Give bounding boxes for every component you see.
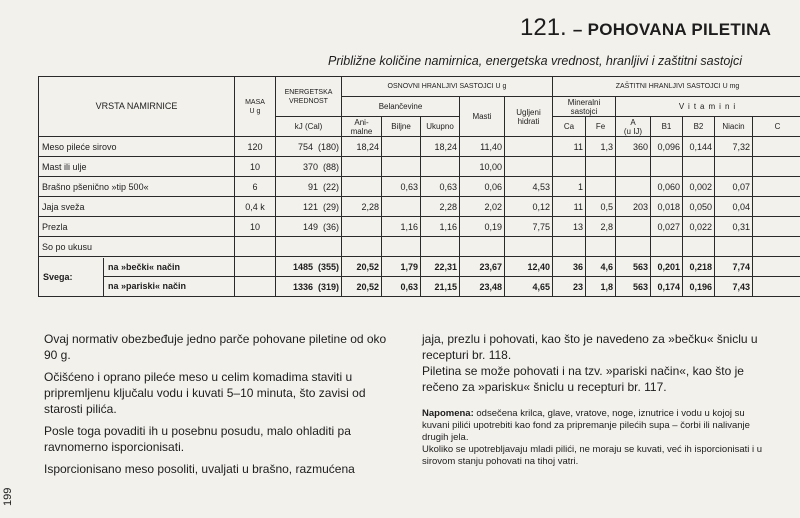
value-cell [715,157,753,177]
header-b1: B1 [651,117,683,137]
ingredient-name: Jaja sveža [39,197,235,217]
value-cell [616,217,651,237]
ingredient-name: Mast ili ulje [39,157,235,177]
value-cell: 1,3 [586,137,616,157]
value-cell [586,157,616,177]
value-cell: 0,06 [460,177,505,197]
mass-cell [235,237,276,257]
value-cell: 13 [553,217,586,237]
value-cell [753,217,800,237]
value-cell [753,277,800,297]
value-cell: 0,5 [586,197,616,217]
energy-cell: 91 (22) [276,177,342,197]
energy-cell: 149 (36) [276,217,342,237]
value-cell: 0,19 [460,217,505,237]
mass-cell: 10 [235,217,276,237]
value-cell: 1,8 [586,277,616,297]
header-vitamins: Vitamini [616,97,800,117]
mass-cell: 120 [235,137,276,157]
value-cell: 0,04 [715,197,753,217]
note-label: Napomena: [422,408,474,419]
value-cell: 0,31 [715,217,753,237]
value-cell: 7,43 [715,277,753,297]
header-a: A (u IJ) [616,117,651,137]
ingredient-name: Prezla [39,217,235,237]
value-cell: 7,74 [715,257,753,277]
table-row [39,217,800,237]
value-cell: 4,6 [586,257,616,277]
header-energy-units: kJ (Cal) [276,117,342,137]
value-cell: 203 [616,197,651,217]
value-cell [651,237,683,257]
value-cell: 563 [616,257,651,277]
value-cell: 2,28 [421,197,460,217]
page-number: 199 [2,488,14,506]
value-cell: 0,060 [651,177,683,197]
value-cell [616,157,651,177]
energy-cell: 754 (180) [276,137,342,157]
header-total: Ukupno [421,117,460,137]
paragraph: Isporcionisano meso posoliti, uvaljati u brašno, razmućena [44,461,396,477]
value-cell [753,197,800,217]
value-cell: 0,144 [683,137,715,157]
value-cell: 20,52 [342,257,382,277]
value-cell [505,157,553,177]
instructions-right [422,331,767,401]
nutrition-table [38,76,800,297]
value-cell: 0,022 [683,217,715,237]
table-row [39,197,800,217]
energy-cell: 121 (29) [276,197,342,217]
instructions-left [44,331,396,483]
table-row [39,137,800,157]
value-cell: 2,8 [586,217,616,237]
note-text-2: Ukoliko se upotrebljavaju mladi pilići, ne moraju se kuvati, već ih isporcionisati i u sirovom stanju pohovati na tihoj vatri. [422,444,767,468]
mass-cell: 10 [235,157,276,177]
value-cell [553,157,586,177]
note-text: odsečena krilca, glave, vratove, noge, iznutrice i vodu u kojoj su kuvani pilići upotrebiti kao fond za pripremanje pilećih supa – čorbi ili nalivanje drugih jela. [422,408,750,443]
total-label: Svega: na »bečki« način na »pariski« način [39,257,235,297]
table-row [39,237,800,257]
value-cell [753,237,800,257]
value-cell [586,237,616,257]
value-cell [382,237,421,257]
table-row [39,157,800,177]
value-cell: 0,201 [651,257,683,277]
ingredient-name: Brašno pšenično »tip 500« [39,177,235,197]
value-cell [421,237,460,257]
paragraph: Piletina se može pohovati i na tzv. »pariski način«, kao što je rečeno za »parisku« šniclu u recepturi br. 117. [422,363,767,395]
value-cell: 0,12 [505,197,553,217]
header-animal: Ani- malne [342,117,382,137]
mass-cell [235,277,276,297]
value-cell: 11 [553,137,586,157]
recipe-name: – POHOVANA PILETINA [573,20,771,39]
value-cell [342,157,382,177]
table-row [39,177,800,197]
paragraph: Očišćeno i oprano pileće meso u celim komadima staviti u pripremljenu ključalu vodu i kuvati 5–10 minuta, što zavisi od starosti pilića. [44,369,396,417]
recipe-number: 121. [520,14,567,41]
value-cell: 23,48 [460,277,505,297]
ingredient-name: Meso pileće sirovo [39,137,235,157]
header-item: VRSTA NAMIRNICE [39,77,235,137]
energy-cell [276,237,342,257]
value-cell: 1,79 [382,257,421,277]
ingredient-name: So po ukusu [39,237,235,257]
value-cell [342,177,382,197]
energy-cell: 1336 (319) [276,277,342,297]
total-row [39,257,800,277]
value-cell: 21,15 [421,277,460,297]
value-cell: 1,16 [382,217,421,237]
header-proteins: Belančevine [342,97,460,117]
value-cell: 0,096 [651,137,683,157]
value-cell: 22,31 [421,257,460,277]
paragraph: Ovaj normativ obezbeđuje jedno parče pohovane piletine od oko 90 g. [44,331,396,363]
total-rows [39,257,800,297]
value-cell [342,217,382,237]
value-cell: 1 [553,177,586,197]
value-cell [753,137,800,157]
value-cell: 23 [553,277,586,297]
header-c: C [753,117,800,137]
value-cell [553,237,586,257]
value-cell: 7,32 [715,137,753,157]
value-cell: 0,018 [651,197,683,217]
header-b2: B2 [683,117,715,137]
value-cell: 20,52 [342,277,382,297]
value-cell [683,237,715,257]
value-cell: 360 [616,137,651,157]
value-cell: 18,24 [421,137,460,157]
value-cell: 2,28 [342,197,382,217]
header-mass: MASA U g [235,77,276,137]
value-cell: 1,16 [421,217,460,237]
value-cell [505,237,553,257]
value-cell: 0,174 [651,277,683,297]
table-subtitle: Približne količine namirnica, energetska vrednost, hranljivi i zaštitni sastojci [328,54,742,68]
value-cell: 18,24 [342,137,382,157]
mass-cell [235,257,276,277]
value-cell: 23,67 [460,257,505,277]
value-cell: 11,40 [460,137,505,157]
header-protective-group: ZAŠTITNI HRANLJIVI SASTOJCI U mg [553,77,800,97]
value-cell [753,257,800,277]
value-cell [651,157,683,177]
value-cell [382,137,421,157]
paragraph: jaja, prezlu i pohovati, kao što je navedeno za »bečku« šniclu u recepturi br. 118. [422,331,767,363]
note [422,408,767,468]
value-cell: 12,40 [505,257,553,277]
header-carbs: Ugljeni hidrati [505,97,553,137]
mass-cell: 6 [235,177,276,197]
header-niacin: Niacin [715,117,753,137]
value-cell: 0,002 [683,177,715,197]
value-cell: 4,65 [505,277,553,297]
value-cell: 0,196 [683,277,715,297]
value-cell [586,177,616,197]
value-cell: 7,75 [505,217,553,237]
value-cell [616,177,651,197]
value-cell: 0,63 [382,277,421,297]
value-cell [421,157,460,177]
header-plant: Biljne [382,117,421,137]
value-cell: 11 [553,197,586,217]
value-cell [715,237,753,257]
energy-cell: 1485 (355) [276,257,342,277]
value-cell: 0,218 [683,257,715,277]
value-cell: 0,07 [715,177,753,197]
header-energy: ENERGETSKA VREDNOST [276,77,342,117]
value-cell [382,157,421,177]
header-basic-group: OSNOVNI HRANLJIVI SASTOJCI U g [342,77,553,97]
value-cell: 10,00 [460,157,505,177]
value-cell [382,197,421,217]
energy-cell: 370 (88) [276,157,342,177]
value-cell [616,237,651,257]
value-cell: 4,53 [505,177,553,197]
value-cell [342,237,382,257]
value-cell: 36 [553,257,586,277]
header-fe: Fe [586,117,616,137]
value-cell: 0,63 [421,177,460,197]
ingredient-rows [39,137,800,257]
value-cell: 563 [616,277,651,297]
header-ca: Ca [553,117,586,137]
header-fats: Masti [460,97,505,137]
recipe-title [520,14,771,42]
value-cell: 0,050 [683,197,715,217]
value-cell: 2,02 [460,197,505,217]
value-cell [460,237,505,257]
value-cell: 0,63 [382,177,421,197]
value-cell [753,157,800,177]
value-cell [683,157,715,177]
value-cell [505,137,553,157]
mass-cell: 0,4 k [235,197,276,217]
value-cell [753,177,800,197]
header-minerals: Mineralni sastojci [553,97,616,117]
paragraph: Posle toga povaditi ih u posebnu posudu, malo ohladiti pa ravnomerno isporcionisati. [44,423,396,455]
value-cell: 0,027 [651,217,683,237]
